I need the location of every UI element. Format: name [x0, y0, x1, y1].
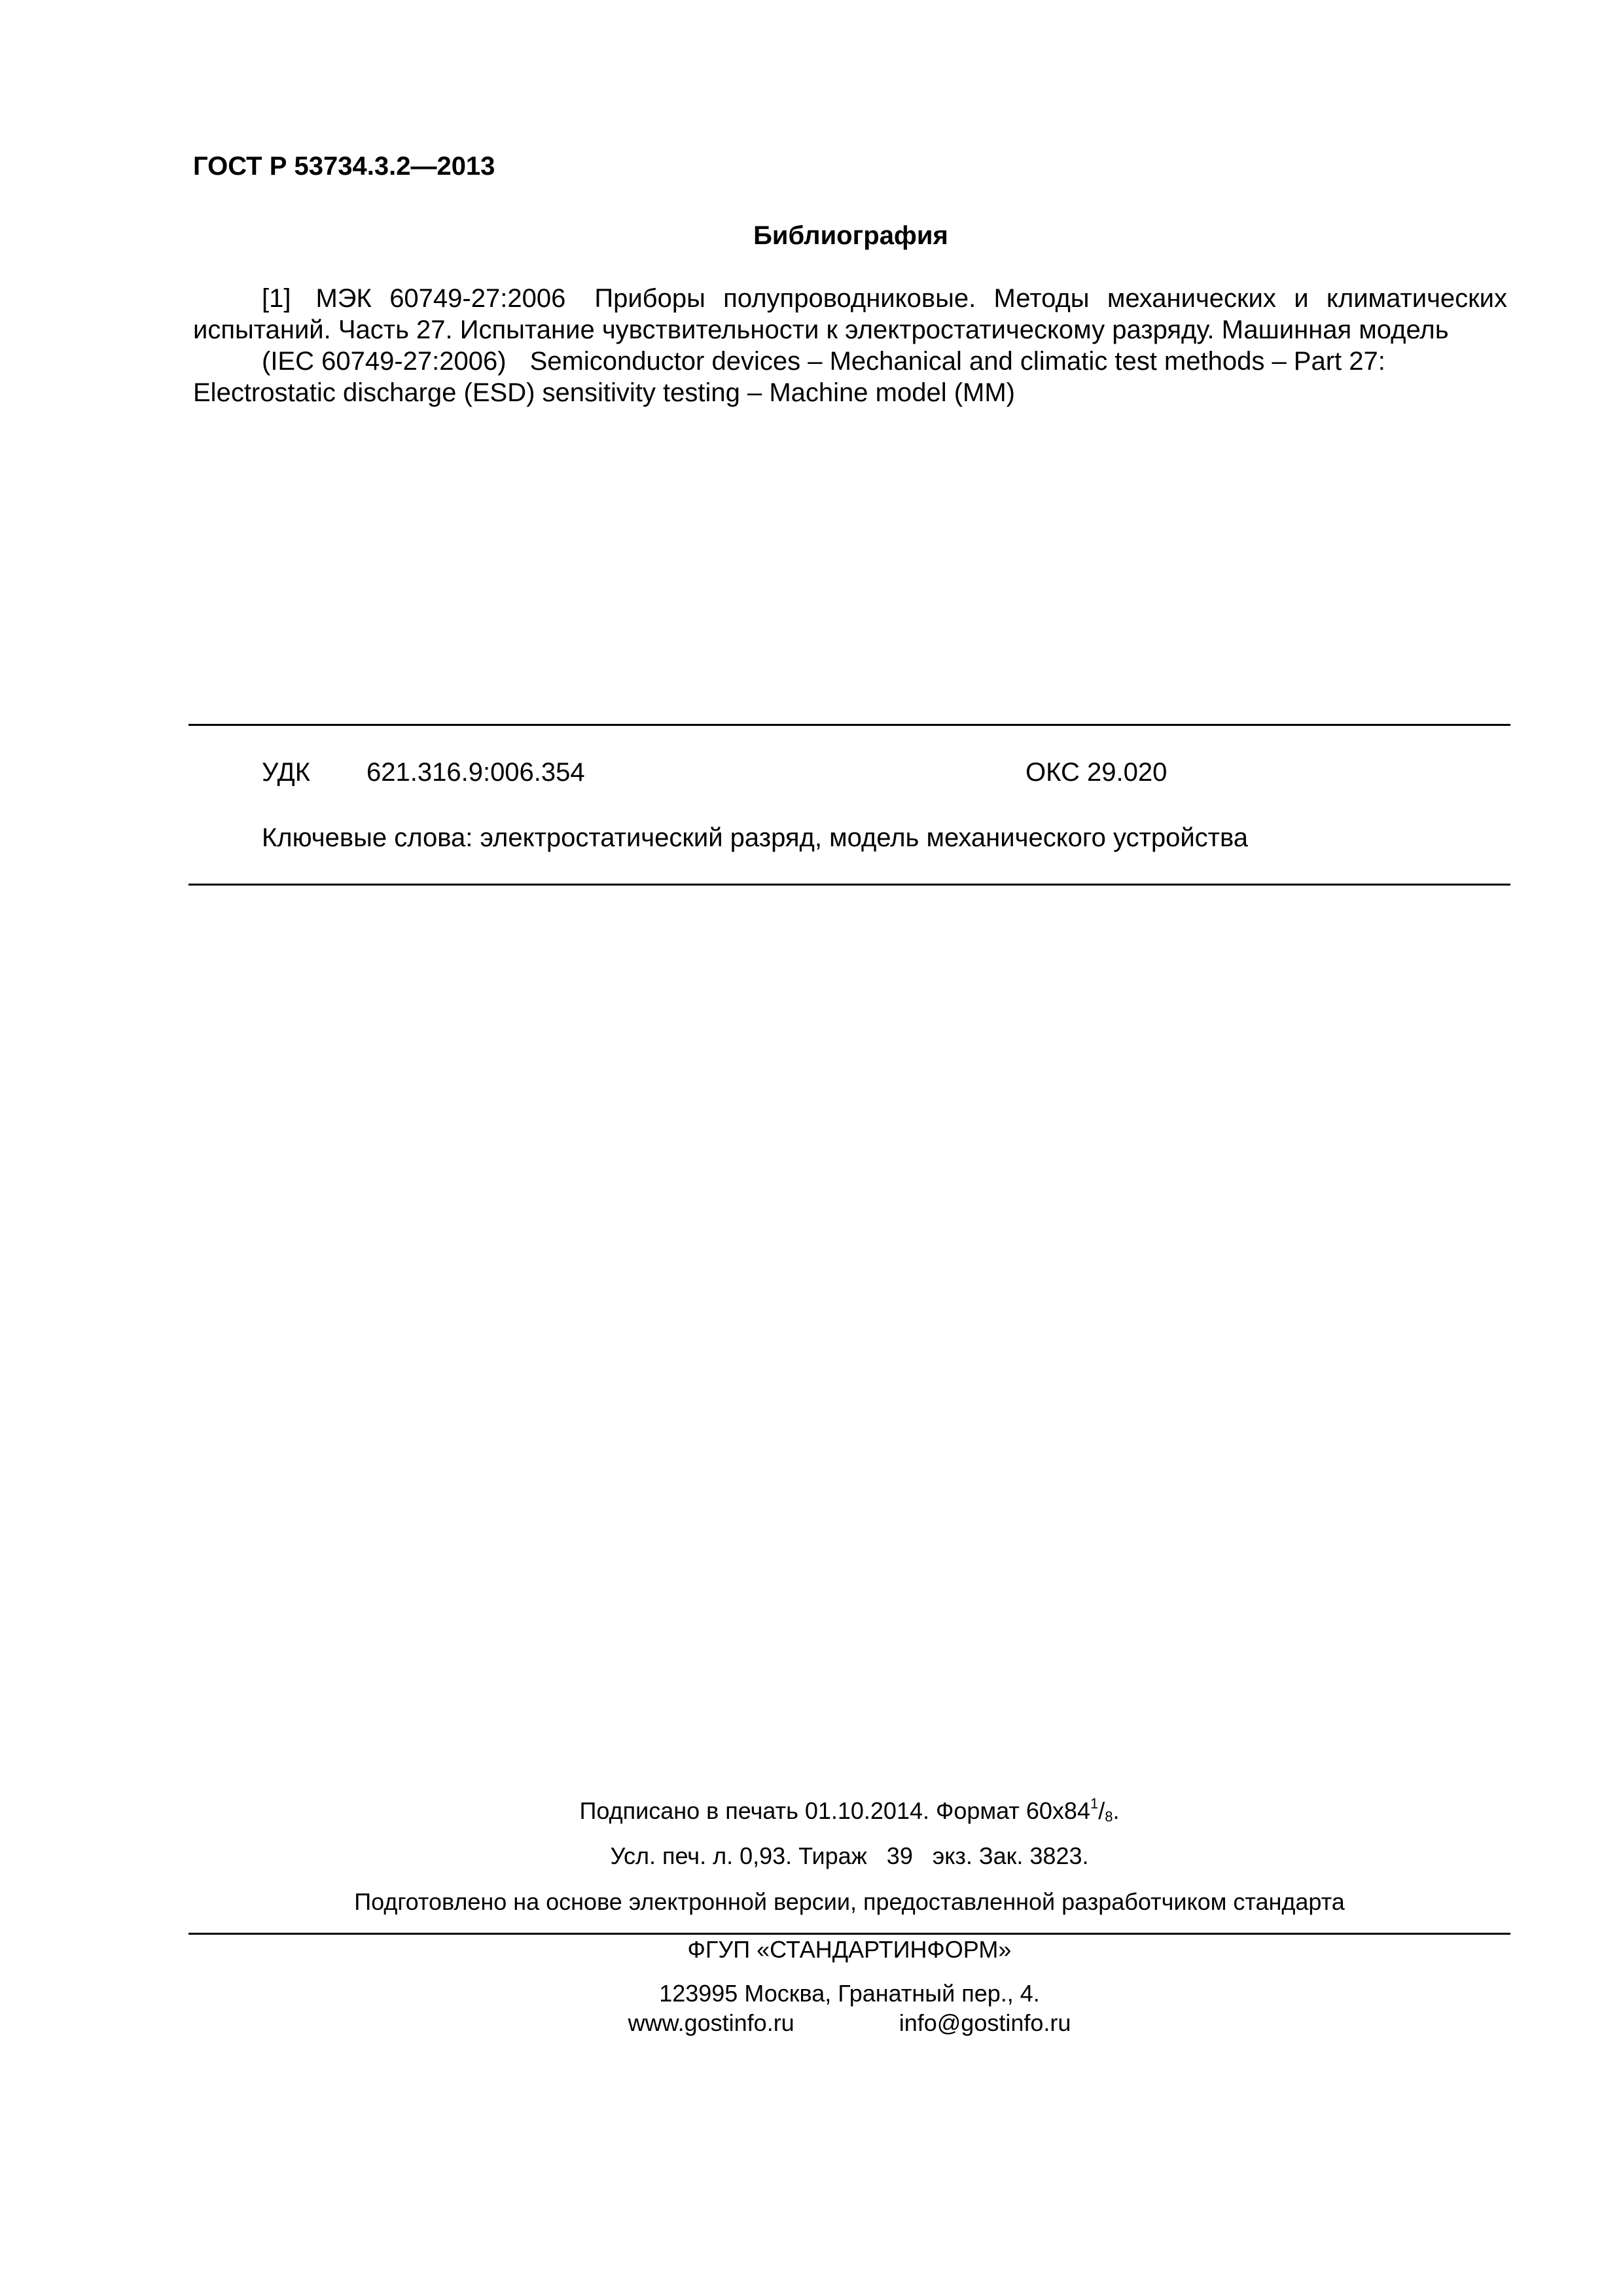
publisher-contacts [188, 2009, 1510, 2037]
divider-bottom [188, 1933, 1510, 1935]
oks-code: ОКС 29.020 [1026, 758, 1168, 787]
publisher-address: 123995 Москва, Гранатный пер., 4. [659, 1980, 1040, 2007]
entry-en-code: (IEC 60749-27:2006) [262, 347, 507, 376]
entry-ref-number: [1] [262, 284, 291, 313]
udk-value: 621.316.9:006.354 [366, 758, 585, 787]
divider-middle [188, 884, 1510, 886]
publisher-name: ФГУП «СТАНДАРТИНФОРМ» [687, 1936, 1012, 1963]
bibliography-title: Библиография [753, 221, 948, 250]
entry-russian [193, 283, 1507, 346]
email-link[interactable]: info@gostinfo.ru [899, 2009, 1071, 2036]
udk-label: УДК [262, 758, 311, 787]
bibliography-entry [193, 283, 1507, 408]
imprint-print-line: Усл. печ. л. 0,93. Тираж 39 экз. Зак. 3823. [610, 1842, 1089, 1869]
imprint-signed-line: Подписано в печать 01.10.2014. Формат $60х84^1/_8$. [579, 1795, 1120, 1825]
website-link[interactable]: www.gostinfo.ru [628, 2009, 794, 2036]
entry-ru-title: Приборы полупроводниковые. Методы механических и климатических испытаний. Часть 27. Испытание чувствительности к электростатическому разряду. Машинная модель [193, 284, 1508, 344]
entry-ru-code: МЭК 60749-27:2006 [315, 284, 566, 313]
standard-code: ГОСТ Р 53734.3.2—2013 [193, 152, 495, 181]
keywords: Ключевые слова: электростатический разряд, модель механического устройства [262, 823, 1249, 852]
entry-english [193, 346, 1507, 408]
imprint-prepared-line: Подготовлено на основе электронной версии, предоставленной разработчиком стандарта [354, 1888, 1345, 1915]
divider-top [188, 724, 1510, 726]
entry-en-title: Semiconductor devices – Mechanical and climatic test methods – Part 27: Electrostatic discharge (ESD) sensitivity testing – Machine model (MM) [193, 347, 1385, 407]
